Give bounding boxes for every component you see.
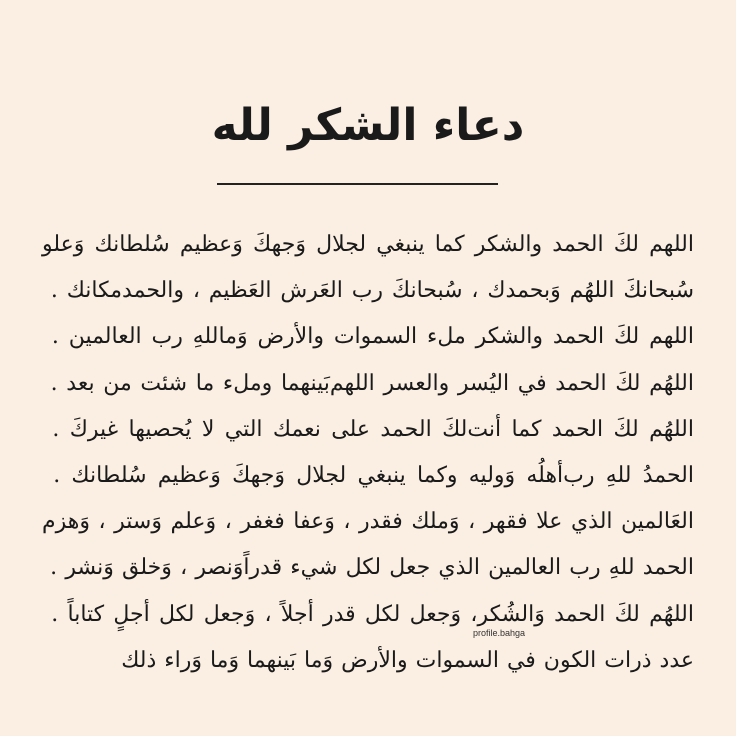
- prayer-paragraph-5: اللهُم لكَ الحمد كما أنت أهلُه وَوليه وكما ينبغي لجلال وَجهكَ وَعظيم سُلطانك .: [42, 416, 694, 489]
- prayer-paragraph-6: الحمدُ للهِ رب العَالمين الذي علا فقهر ، وَملك فقدر ، وَعفا فغفر ، وَعلم وَستر ، وَهزم وَنصر ، وَخلق وَنشر .: [42, 463, 694, 581]
- prayer-paragraph-3: اللهم لكَ الحمد والشكر ملء السموات والأرض وَما بَينهما وملء ما شئت من بعد .: [42, 324, 694, 396]
- prayer-paragraph-1: اللهم لكَ الحمد والشكر كما ينبغي لجلال وَجهكَ وَعظيم سُلطانك وَعلو مكانك .: [42, 232, 695, 304]
- title-divider: [217, 183, 498, 185]
- watermark: profile.bahga: [473, 628, 526, 638]
- prayer-paragraph-8: اللهُم لكَ الحمد وَالشُكر عدد ذرات الكون في السموات والأرض وَما بَينهما وَما وَراء ذلك: [121, 601, 694, 673]
- prayer-paragraph-7: الحمد للهِ رب العالمين الذي جعل لكل شيء قدراً ، وَجعل لكل قدر أجلاً ، وَجعل لكل أجلٍ كتاباً .: [42, 555, 694, 627]
- prayer-text: [42, 222, 694, 684]
- page-title: دعاء الشكر لله: [211, 100, 525, 151]
- prayer-paragraph-4: اللهُم لكَ الحمد في اليُسر والعسر اللهم لكَ الحمد على نعمك التي لا يُحصيها غيركَ .: [42, 370, 694, 442]
- prayer-paragraph-2: سُبحانكَ اللهُم وَبحمدك ، سُبحانكَ رب العَرش العَظيم ، والحمد للهِ رب العالمين .: [42, 278, 695, 350]
